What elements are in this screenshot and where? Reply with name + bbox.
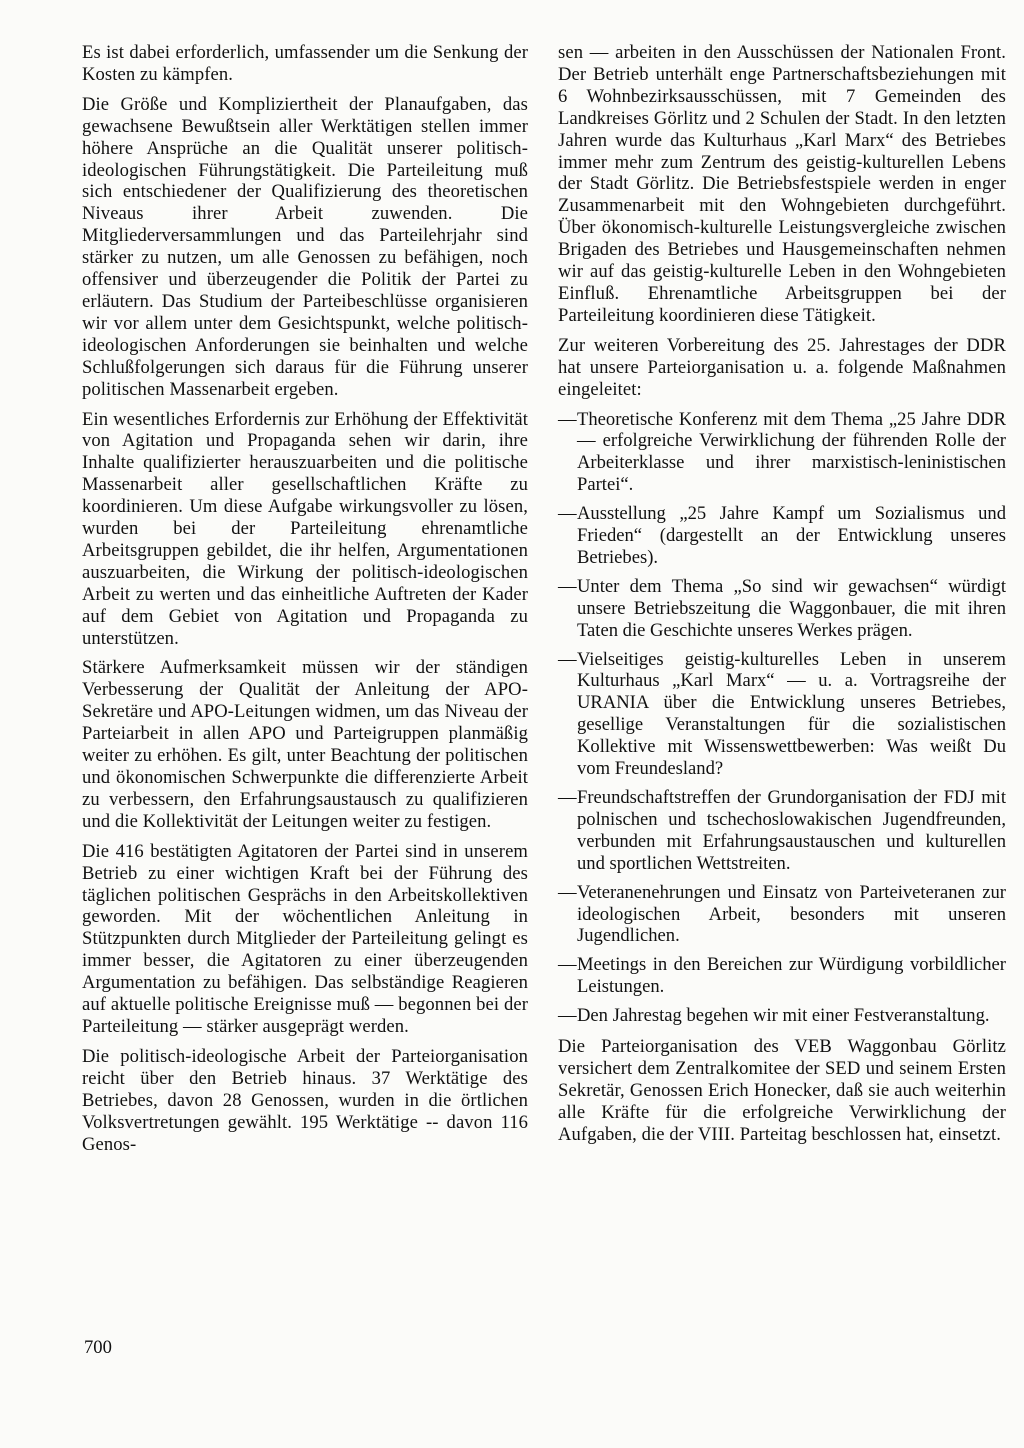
list-item: — Unter dem Thema „So sind wir gewachsen“ würdigt unsere Betriebszeitung die Waggonbauer, die mit ihren Taten die Geschichte unseres Werkes prägen. xyxy=(558,575,1006,641)
paragraph-leadership-quality: Die Größe und Kompliziertheit der Planaufgaben, das gewachsene Bewußtsein aller Werktätigen stellen immer höhere Ansprüche an die Qualität unserer politisch-ideologischen Führungstätigkeit. Die Parteileitung muß sich entschiedener der Qualifizierung des theoretischen Niveaus ihrer Arbeit zuwenden. Die Mitgliederversammlungen und das Parteilehrjahr sind stärker zu nutzen, um alle Genossen zu befähigen, noch offensiver und überzeugender die Politik der Partei zu erläutern. Das Studium der Parteibeschlüsse organisieren wir vor allem unter dem Gesichtspunkt, welche politisch-ideologischen Anforderungen sie beinhalten und welche Schlußfolgerungen sich daraus für die Führung unserer politischen Massenarbeit ergeben. xyxy=(82,93,528,400)
left-column xyxy=(82,42,528,1163)
list-item: — Meetings in den Bereichen zur Würdigung vorbildlicher Leistungen. xyxy=(558,954,1006,998)
dash-bullet: — xyxy=(558,575,577,597)
paragraph-apo-guidance: Stärkere Aufmerksamkeit müssen wir der ständigen Verbesserung der Qualität der Anleitung der APO-Sekretäre und APO-Leitungen widmen, um das Niveau der Parteiarbeit in allen APO und Parteigruppen planmäßig weiter zu erhöhen. Es gilt, unter Beachtung der politischen und ökonomischen Schwerpunkte die differenzierte Arbeit zu verbessern, den Erfahrungsaustausch zu qualifizieren und die Kollektivität der Leitungen weiter zu festigen. xyxy=(82,657,528,832)
paragraph-beyond-company: Die politisch-ideologische Arbeit der Parteiorganisation reicht über den Betrieb hinaus. 37 Werktätige des Betriebes, davon 28 Genossen, wurden in die örtlichen Volksvertretungen gewählt. 195 Werktätige -- davon 116 Genos- xyxy=(82,1045,528,1155)
list-item: — Veteranenehrungen und Einsatz von Parteiveteranen zur ideologischen Arbeit, besonders mit unseren Jugendlichen. xyxy=(558,881,1006,947)
paragraph-agitators: Die 416 bestätigten Agitatoren der Partei sind in unserem Betrieb zu einer wichtigen Kraft bei der Führung des täglichen politischen Gesprächs in den Arbeitskollektiven geworden. Mit der wöchentlichen Anleitung in Stützpunkten durch Mitglieder der Parteileitung gelingt es immer besser, die Agitatoren zu einer überzeugenden Argumentation zu befähigen. Das selbständige Reagieren auf aktuelle politische Ereignisse muß — begonnen bei der Parteileitung — stärker ausgeprägt werden. xyxy=(82,840,528,1037)
dash-bullet: — xyxy=(558,408,577,430)
dash-bullet: — xyxy=(558,648,577,670)
dash-bullet: — xyxy=(558,1005,577,1027)
dash-bullet: — xyxy=(558,503,577,525)
dash-bullet: — xyxy=(558,881,577,903)
measures-list xyxy=(558,409,1006,1028)
list-item: — Theoretische Konferenz mit dem Thema „25 Jahre DDR — erfolgreiche Verwirklichung der führenden Rolle der Arbeiterklasse und ihrer marxistisch-leninistischen Partei“. xyxy=(558,408,1006,496)
paragraph-closing-pledge: Die Parteiorganisation des VEB Waggonbau Görlitz versichert dem Zentralkomitee der SED und seinem Ersten Sekretär, Genossen Erich Honecker, daß sie auch weiterhin alle Kräfte für die erfolgreiche Verwirklichung der Aufgaben, die der VIII. Parteitag beschlossen hat, einsetzt. xyxy=(558,1036,1006,1145)
right-column xyxy=(558,42,1006,1154)
dash-bullet: — xyxy=(558,954,577,976)
paragraph-national-front: sen — arbeiten in den Ausschüssen der Nationalen Front. Der Betrieb unterhält enge Partnerschaftsbeziehungen mit 6 Wohnbezirksausschüssen, mit 7 Gemeinden des Landkreises Görlitz und 2 Schulen der Stadt. In den letzten Jahren wurde das Kulturhaus „Karl Marx“ des Betriebes immer mehr zum Zentrum des geistig-kulturellen Lebens der Stadt Görlitz. Die Betriebsfestspiele werden in enger Zusammenarbeit mit den Wohngebieten durchgeführt. Über ökonomisch-kulturelle Leistungsvergleiche zwischen Brigaden des Betriebes und Hausgemeinschaften nehmen wir auf das geistig-kulturelle Leben in den Wohngebieten Einfluß. Ehrenamtliche Arbeitsgruppen bei der Parteileitung koordinieren diese Tätigkeit. xyxy=(558,42,1006,326)
list-item: — Den Jahrestag begehen wir mit einer Festveranstaltung. xyxy=(558,1005,990,1027)
list-item: — Ausstellung „25 Jahre Kampf um Sozialismus und Frieden“ (dargestellt an der Entwicklung unseres Betriebes). xyxy=(558,503,1006,568)
paragraph-agitation-propaganda: Ein wesentliches Erfordernis zur Erhöhung der Effektivität von Agitation und Propaganda sehen wir darin, ihre Inhalte qualifizierter herauszuarbeiten und die politische Massenarbeit aller gesellschaftlichen Kräfte zu koordinieren. Um diese Aufgabe wirkungsvoller zu lösen, wurden bei der Parteileitung ehrenamtliche Arbeitsgruppen gebildet, die ihr helfen, Argumentationen auszuarbeiten, die Wirkung der politisch-ideologischen Arbeit zu werten und das einheitliche Auftreten der Kader auf dem Gebiet von Agitation und Propaganda zu unterstützen. xyxy=(82,408,528,649)
dash-bullet: — xyxy=(558,787,577,808)
paragraph-cost-reduction: Es ist dabei erforderlich, umfassender um die Senkung der Kosten zu kämpfen. xyxy=(82,42,528,85)
paragraph-list-intro: Zur weiteren Vorbereitung des 25. Jahrestages der DDR hat unsere Parteiorganisation u. a. folgende Maßnahmen eingeleitet: xyxy=(558,334,1006,400)
list-item: — Freundschaftstreffen der Grundorganisation der FDJ mit polnischen und tschechoslowakischen Jugendfreunden, verbunden mit Erfahrungsaustauschen und kulturellen und sportlichen Wettstreiten. xyxy=(558,787,1006,874)
list-item: — Vielseitiges geistig-kulturelles Leben in unserem Kulturhaus „Karl Marx“ — u. a. Vortragsreihe der URANIA über die Entwicklung unseres Betriebes, gesellige Veranstaltungen für die sozialistischen Kollektive mit Wissenswettbewerben: Was weißt Du vom Freundesland? xyxy=(558,648,1006,780)
page-number: 700 xyxy=(84,1337,112,1358)
